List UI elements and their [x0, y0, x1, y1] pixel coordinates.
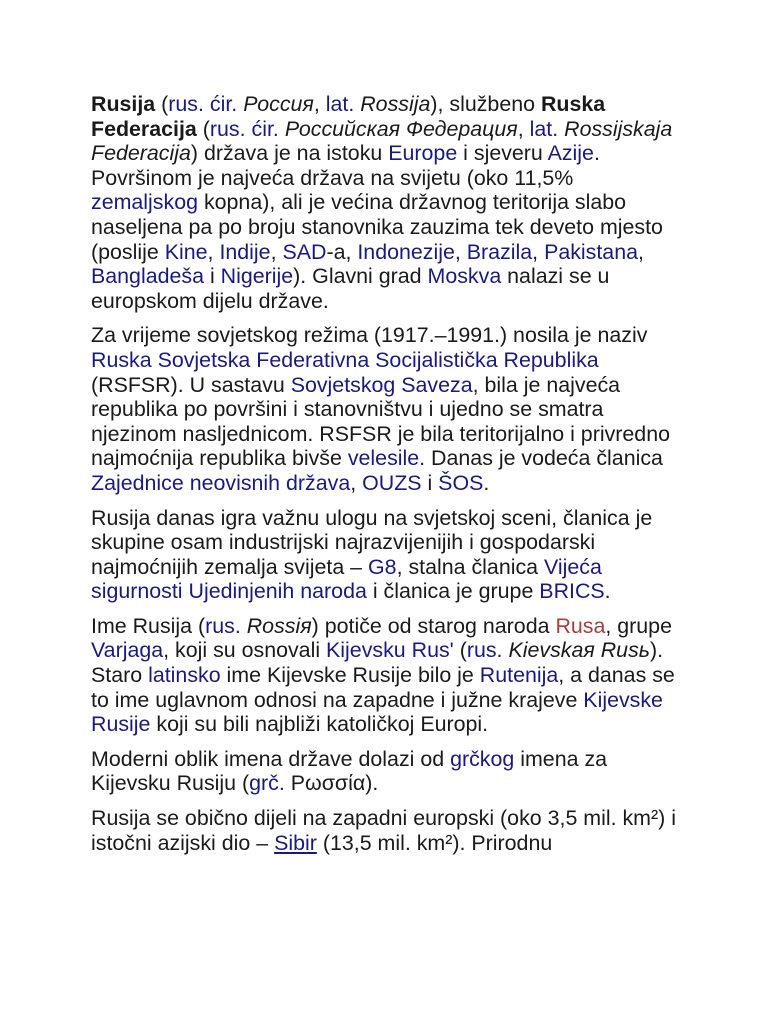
- wiki-link[interactable]: rus.: [168, 92, 204, 116]
- wiki-link[interactable]: G8: [368, 554, 397, 579]
- wiki-link[interactable]: rus.: [209, 116, 246, 141]
- wiki-link[interactable]: Kijevske Rusije: [91, 687, 663, 737]
- wiki-link[interactable]: Vijeća sigurnosti Ujedinjenih naroda: [91, 554, 602, 604]
- text-run: ) država je na istoku: [190, 141, 389, 166]
- text-run: ), službeno: [430, 92, 541, 116]
- text-run: , a danas se to ime uglavnom odnosi na zapadne i južne krajeve: [91, 663, 675, 712]
- wiki-link[interactable]: velesile: [347, 446, 420, 471]
- wiki-link[interactable]: Brazila: [466, 239, 533, 264]
- wiki-link[interactable]: latinsko: [148, 663, 221, 688]
- text-run: ,: [532, 239, 545, 264]
- text-run: (13,5 mil. km²). Prirodnu: [316, 830, 553, 855]
- wiki-link[interactable]: SAD: [282, 239, 327, 264]
- text-run: , stalna članica: [396, 554, 544, 579]
- wiki-link[interactable]: Pakistana: [544, 239, 639, 264]
- text-run: Za vrijeme sovjetskog režima (1917.–1991.) nosila je naziv: [91, 323, 648, 348]
- text-run: ) potiče od starog naroda: [311, 613, 556, 638]
- wiki-link[interactable]: Nigerije: [220, 264, 294, 289]
- wiki-link[interactable]: Zajednice neovisnih država: [91, 470, 351, 495]
- wiki-link[interactable]: ćir.: [209, 92, 238, 116]
- paragraph: [91, 747, 683, 796]
- article-body: [91, 92, 683, 865]
- text-run: ,: [270, 239, 283, 264]
- text-run: kopna), ali je većina državnog teritorija slabo naseljena pa po broju stanovnika zauzima tek deveto mjesto (poslije: [91, 190, 663, 264]
- text-run: (: [453, 638, 467, 663]
- paragraph: [91, 506, 683, 604]
- text-run: .: [604, 579, 611, 604]
- wiki-link[interactable]: lat.: [529, 116, 559, 141]
- text-run: -a,: [326, 239, 358, 264]
- italic-term: Rossija: [360, 92, 431, 116]
- text-run: (: [155, 92, 169, 116]
- wiki-link[interactable]: zemaljskog: [91, 190, 198, 215]
- text-run: imena za Kijevsku Rusiju (: [91, 746, 608, 796]
- text-run: ,: [517, 116, 530, 141]
- text-run: (RSFSR). U sastavu: [91, 372, 291, 397]
- bold-term: Ruska Federacija: [91, 92, 606, 141]
- wiki-link[interactable]: Ruska Sovjetska Federativna Socijalistička Republika: [91, 347, 599, 372]
- wiki-link[interactable]: lat.: [325, 92, 355, 116]
- text-run: i: [204, 264, 221, 289]
- wiki-link[interactable]: rus.: [205, 613, 241, 638]
- italic-term: Россия: [243, 92, 314, 116]
- italic-term: Российская Федерация: [284, 116, 518, 141]
- text-run: ,: [313, 92, 326, 116]
- paragraph: [91, 806, 683, 855]
- text-run: , grupe: [605, 613, 672, 638]
- wiki-link[interactable]: Indonezije: [357, 239, 455, 264]
- text-run: Ime Rusija (: [91, 613, 206, 638]
- text-run: . Danas je vodeća članica: [419, 446, 663, 471]
- text-run: Moderni oblik imena države dolazi od: [91, 746, 451, 771]
- text-run: , bila je najveća republika po površini i stanovništvu i ujedno se smatra njezinom nasljednicom. RSFSR je bila teritorijalno i privredno najmoćnija republika bivše: [91, 372, 670, 471]
- text-run: koji su bili najbliži katoličkoj Europi.: [150, 712, 489, 737]
- wiki-link[interactable]: Azije: [547, 141, 594, 166]
- text-run: i: [421, 470, 439, 495]
- text-run: Rusija danas igra važnu ulogu na svjetskoj sceni, članica je skupine osam industrijski najrazvijenijih i gospodarski najmoćnijih zemalja svijeta –: [91, 505, 653, 579]
- wiki-link[interactable]: grčkog: [450, 746, 515, 771]
- wiki-link[interactable]: Sovjetskog Saveza: [290, 372, 473, 397]
- text-run: ). Staro: [91, 638, 664, 688]
- text-run: .: [483, 470, 490, 495]
- text-run: ime Kijevske Rusije bilo je: [220, 663, 480, 688]
- italic-term: Rossiя: [246, 613, 312, 638]
- paragraph: [91, 614, 683, 737]
- italic-term: Kievskaя Rusь: [508, 638, 651, 663]
- text-run: i članica je grupe: [366, 579, 540, 604]
- wiki-link[interactable]: BRICS: [539, 579, 605, 604]
- text-run: . Površinom je najveća država na svijetu (oko 11,5%: [91, 141, 600, 190]
- text-run: (: [196, 116, 210, 141]
- wiki-link[interactable]: Bangladeša: [91, 264, 204, 289]
- wiki-link[interactable]: grč.: [249, 771, 285, 796]
- text-run: Ρωσσία).: [284, 771, 379, 796]
- paragraph: [91, 323, 683, 495]
- wiki-link[interactable]: ŠOS: [438, 470, 484, 495]
- text-run: ,: [207, 239, 220, 264]
- wiki-link[interactable]: Kijevsku Rus': [326, 638, 454, 663]
- wiki-link[interactable]: ćir.: [251, 116, 279, 141]
- paragraph: [91, 92, 683, 313]
- wiki-link[interactable]: Indije: [219, 239, 271, 264]
- text-run: , koji su osnovali: [163, 638, 327, 663]
- bold-term: Rusija: [91, 92, 156, 116]
- wiki-link[interactable]: Kine: [164, 239, 208, 264]
- text-run: ,: [638, 239, 644, 264]
- wiki-link[interactable]: Varjaga: [91, 638, 164, 663]
- wiki-link[interactable]: Sibir: [274, 830, 317, 855]
- text-run: ,: [350, 470, 363, 495]
- wiki-link[interactable]: Rusa: [555, 613, 606, 638]
- wiki-link[interactable]: Moskva: [427, 264, 502, 289]
- wiki-link[interactable]: Europe: [388, 141, 458, 166]
- text-run: ,: [454, 239, 467, 264]
- wiki-link[interactable]: rus.: [466, 638, 503, 663]
- text-run: nalazi se u europskom dijelu države.: [91, 264, 610, 313]
- wiki-link[interactable]: OUZS: [362, 470, 422, 495]
- text-run: ). Glavni grad: [293, 264, 428, 289]
- text-run: i sjeveru: [457, 141, 548, 166]
- italic-term: Rossijskaja Federacija: [91, 116, 673, 166]
- text-run: Rusija se obično dijeli na zapadni europski (oko 3,5 mil. km²) i istočni azijski dio –: [91, 806, 676, 855]
- wiki-link[interactable]: Rutenija: [479, 663, 559, 688]
